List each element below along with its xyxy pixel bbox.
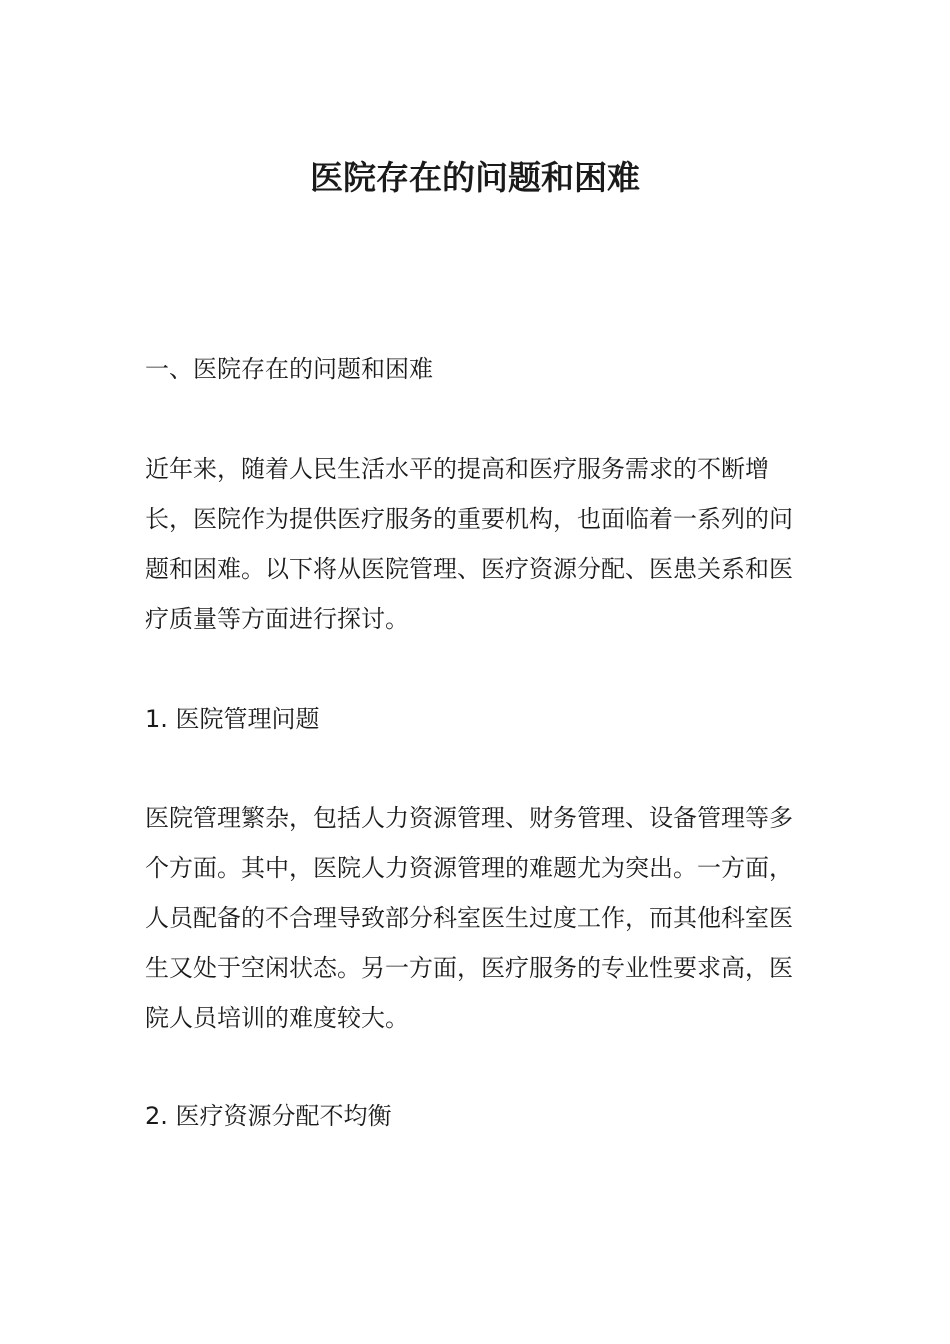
subsection-heading-resources: 2. 医疗资源分配不均衡 [145,1102,392,1130]
management-paragraph: 医院管理繁杂，包括人力资源管理、财务管理、设备管理等多个方面。其中，医院人力资源管理的难题尤为突出。一方面，人员配备的不合理导致部分科室医生过度工作，而其他科室医生又处于空闲状态。另一方面，医疗服务的专业性要求高，医院人员培训的难度较大。 [145,804,793,1032]
subsection-heading-management: 1. 医院管理问题 [145,705,320,733]
intro-paragraph: 近年来，随着人民生活水平的提高和医疗服务需求的不断增长，医院作为提供医疗服务的重要机构，也面临着一系列的问题和困难。以下将从医院管理、医疗资源分配、医患关系和医疗质量等方面进行探讨。 [145,455,793,633]
section-heading: 一、医院存在的问题和困难 [145,355,433,383]
document-title: 医院存在的问题和困难 [310,158,640,197]
